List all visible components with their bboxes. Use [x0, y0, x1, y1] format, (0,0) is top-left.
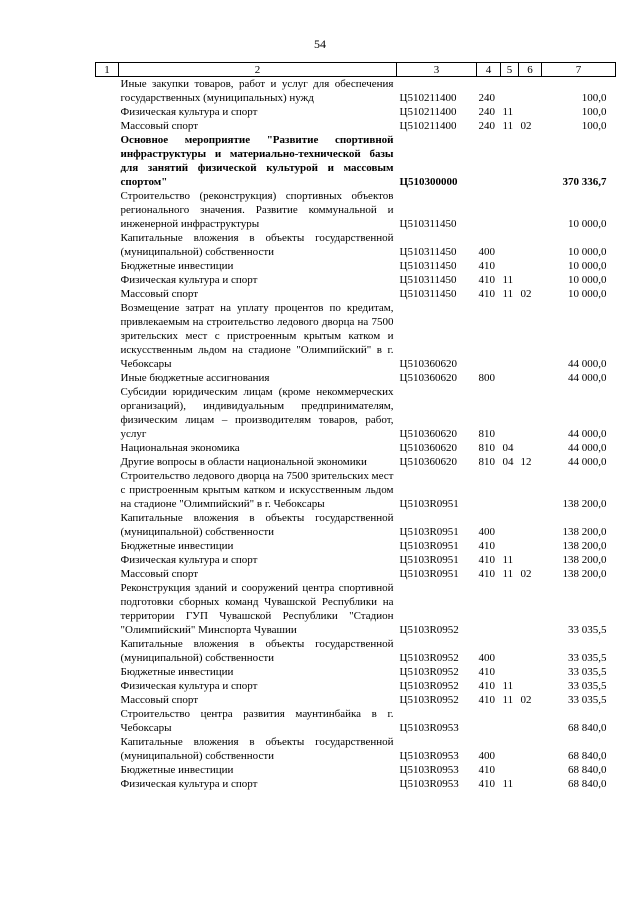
row-col6 [519, 105, 542, 119]
table-row [96, 287, 616, 301]
row-code: Ц510311450 [399, 274, 457, 286]
row-description: Массовый спорт [120, 288, 199, 300]
row-amount: 100,0 [581, 106, 607, 118]
row-amount: 33 035,5 [568, 666, 607, 678]
table-row [96, 511, 616, 539]
table-row [96, 77, 616, 106]
row-col4: 240 [478, 106, 495, 118]
row-col6 [519, 707, 542, 735]
row-description: Физическая культура и спорт [120, 106, 258, 118]
row-code: Ц5103R0951 [399, 498, 459, 510]
row-col5 [501, 371, 519, 385]
row-description: Реконструкция зданий и сооружений центра спортивной подготовки сборных команд Чувашской Республики на территории ГУП Чувашской Республики "Стадион "Олимпийский" Минспорта Чувашии [120, 582, 394, 636]
row-number-cell [96, 259, 119, 273]
row-number-cell [96, 455, 119, 469]
row-col4: 410 [478, 568, 495, 580]
row-amount: 10 000,0 [568, 246, 607, 258]
row-amount: 10 000,0 [568, 288, 607, 300]
row-number-cell [96, 777, 119, 791]
row-col4 [477, 189, 501, 231]
row-col6 [519, 777, 542, 791]
row-code: Ц510211400 [399, 92, 457, 104]
column-header: 3 [397, 63, 477, 77]
row-description: Массовый спорт [120, 694, 199, 706]
row-description: Бюджетные инвестиции [120, 764, 234, 776]
row-description: Физическая культура и спорт [120, 274, 258, 286]
row-description: Строительство центра развития маунтинбайка в г. Чебоксары [120, 708, 394, 734]
row-description: Массовый спорт [120, 120, 199, 132]
row-number-cell [96, 763, 119, 777]
row-col5 [501, 637, 519, 665]
row-col4: 410 [478, 260, 495, 272]
row-col5 [501, 511, 519, 539]
row-description: Массовый спорт [120, 568, 199, 580]
row-col6 [519, 511, 542, 539]
row-code: Ц510300000 [399, 176, 458, 188]
row-col4: 810 [478, 456, 495, 468]
row-col4 [477, 301, 501, 371]
row-col4: 400 [478, 526, 495, 538]
row-code: Ц510360620 [399, 428, 457, 440]
row-col4: 410 [478, 540, 495, 552]
row-code: Ц5103R0953 [399, 750, 459, 762]
row-col5 [501, 189, 519, 231]
row-col5: 11 [502, 288, 514, 300]
table-row [96, 777, 616, 791]
row-code: Ц510360620 [399, 358, 457, 370]
row-number-cell [96, 301, 119, 371]
row-col4: 240 [478, 92, 495, 104]
row-amount: 10 000,0 [568, 260, 607, 272]
row-code: Ц5103R0951 [399, 568, 459, 580]
row-number-cell [96, 231, 119, 259]
row-col4: 810 [478, 428, 495, 440]
row-number-cell [96, 385, 119, 441]
row-col6 [519, 679, 542, 693]
row-amount: 68 840,0 [568, 722, 607, 734]
row-number-cell [96, 665, 119, 679]
row-col6: 02 [520, 568, 532, 580]
row-description: Бюджетные инвестиции [120, 666, 234, 678]
table-row [96, 469, 616, 511]
row-col4 [477, 133, 501, 189]
column-header: 5 [501, 63, 519, 77]
row-amount: 100,0 [581, 120, 607, 132]
table-row [96, 679, 616, 693]
row-col5: 04 [502, 456, 514, 468]
row-col5 [501, 539, 519, 553]
row-col4: 410 [478, 288, 495, 300]
row-number-cell [96, 133, 119, 189]
row-amount: 370 336,7 [562, 176, 607, 188]
table-header-row [96, 63, 616, 77]
table-row [96, 301, 616, 371]
column-header: 2 [119, 63, 397, 77]
row-number-cell [96, 693, 119, 707]
row-description: Капитальные вложения в объекты государственной (муниципальной) собственности [120, 512, 394, 538]
row-col4 [477, 707, 501, 735]
table-row [96, 259, 616, 273]
row-amount: 138 200,0 [562, 498, 607, 510]
row-description: Физическая культура и спорт [120, 680, 258, 692]
row-amount: 33 035,5 [568, 680, 607, 692]
row-col6 [519, 259, 542, 273]
row-col6 [519, 553, 542, 567]
row-code: Ц5103R0952 [399, 694, 459, 706]
table-row [96, 707, 616, 735]
row-col4: 410 [478, 778, 495, 790]
table-row [96, 119, 616, 133]
row-col5 [501, 301, 519, 371]
row-col5: 11 [502, 694, 514, 706]
row-description: Бюджетные инвестиции [120, 260, 234, 272]
row-description: Основное мероприятие "Развитие спортивной инфраструктуры и материально-технической базы для занятий физической культурой и массовым спортом" [120, 134, 394, 188]
row-col4: 400 [478, 750, 495, 762]
row-code: Ц5103R0952 [399, 680, 459, 692]
row-amount: 138 200,0 [562, 526, 607, 538]
row-col5: 04 [502, 442, 514, 454]
row-col5 [501, 231, 519, 259]
row-amount: 10 000,0 [568, 218, 607, 230]
row-description: Национальная экономика [120, 442, 240, 454]
table-row [96, 441, 616, 455]
row-col6 [519, 301, 542, 371]
column-header: 7 [542, 63, 616, 77]
row-col6 [519, 189, 542, 231]
row-col6 [519, 581, 542, 637]
row-number-cell [96, 119, 119, 133]
row-col4: 800 [478, 372, 495, 384]
row-number-cell [96, 679, 119, 693]
row-description: Физическая культура и спорт [120, 554, 258, 566]
row-description: Субсидии юридическим лицам (кроме некоммерческих организаций), индивидуальным предпринимателям, физическим лицам – производителям товаров, работ, услуг [120, 386, 394, 440]
row-col4: 410 [478, 666, 495, 678]
column-header: 1 [96, 63, 119, 77]
row-number-cell [96, 567, 119, 581]
row-code: Ц5103R0953 [399, 722, 459, 734]
row-description: Строительство ледового дворца на 7500 зрительских мест с пристроенным крытым катком и искусственным льдом на стадионе "Олимпийский" в г. Чебоксары [120, 470, 394, 510]
row-number-cell [96, 539, 119, 553]
row-code: Ц510360620 [399, 372, 457, 384]
row-amount: 100,0 [581, 92, 607, 104]
row-col6: 02 [520, 694, 532, 706]
row-col6 [519, 665, 542, 679]
row-col4: 410 [478, 554, 495, 566]
row-code: Ц510311450 [399, 260, 457, 272]
table-row [96, 371, 616, 385]
row-col5: 11 [502, 274, 514, 286]
row-amount: 33 035,5 [568, 694, 607, 706]
row-col6: 02 [520, 288, 532, 300]
row-col4: 400 [478, 246, 495, 258]
row-description: Бюджетные инвестиции [120, 540, 234, 552]
row-col5 [501, 133, 519, 189]
row-code: Ц510311450 [399, 246, 457, 258]
table-row [96, 735, 616, 763]
row-amount: 138 200,0 [562, 554, 607, 566]
row-amount: 10 000,0 [568, 274, 607, 286]
row-col5 [501, 469, 519, 511]
column-header: 4 [477, 63, 501, 77]
row-amount: 44 000,0 [568, 372, 607, 384]
row-code: Ц5103R0951 [399, 540, 459, 552]
row-col4: 410 [478, 764, 495, 776]
row-amount: 44 000,0 [568, 358, 607, 370]
row-col5 [501, 581, 519, 637]
column-header: 6 [519, 63, 542, 77]
row-amount: 33 035,5 [568, 652, 607, 664]
row-col4: 410 [478, 680, 495, 692]
row-amount: 44 000,0 [568, 442, 607, 454]
row-col4: 810 [478, 442, 495, 454]
row-description: Строительство (реконструкция) спортивных объектов регионального значения. Развитие коммунальной и инженерной инфраструктуры [120, 190, 394, 230]
table-body [96, 77, 616, 792]
row-amount: 68 840,0 [568, 778, 607, 790]
row-number-cell [96, 581, 119, 637]
table-row [96, 455, 616, 469]
budget-table [95, 62, 616, 791]
row-description: Другие вопросы в области национальной экономики [120, 456, 367, 468]
row-code: Ц5103R0952 [399, 652, 459, 664]
row-col6 [519, 385, 542, 441]
table-row [96, 189, 616, 231]
row-code: Ц510360620 [399, 442, 457, 454]
row-code: Ц5103R0951 [399, 554, 459, 566]
row-col6 [519, 441, 542, 455]
row-col4 [477, 469, 501, 511]
row-code: Ц510211400 [399, 120, 457, 132]
table-row [96, 567, 616, 581]
row-col6 [519, 231, 542, 259]
row-amount: 138 200,0 [562, 540, 607, 552]
table-row [96, 231, 616, 259]
row-number-cell [96, 189, 119, 231]
row-code: Ц5103R0953 [399, 764, 459, 776]
row-code: Ц5103R0952 [399, 666, 459, 678]
row-col5 [501, 77, 519, 106]
row-col6 [519, 273, 542, 287]
row-code: Ц5103R0952 [399, 624, 459, 636]
row-code: Ц510311450 [399, 218, 457, 230]
row-number-cell [96, 469, 119, 511]
table-row [96, 553, 616, 567]
row-number-cell [96, 273, 119, 287]
row-col5: 11 [502, 778, 514, 790]
row-description: Иные бюджетные ассигнования [120, 372, 270, 384]
row-col4: 410 [478, 274, 495, 286]
row-number-cell [96, 441, 119, 455]
row-amount: 44 000,0 [568, 428, 607, 440]
row-col5: 11 [502, 120, 514, 132]
row-col5 [501, 763, 519, 777]
row-number-cell [96, 371, 119, 385]
table-row [96, 693, 616, 707]
row-number-cell [96, 707, 119, 735]
row-col6 [519, 77, 542, 106]
row-number-cell [96, 287, 119, 301]
table-row [96, 763, 616, 777]
row-col5 [501, 259, 519, 273]
row-number-cell [96, 77, 119, 106]
row-col5: 11 [502, 554, 514, 566]
table-row [96, 581, 616, 637]
row-col5: 11 [502, 106, 514, 118]
row-code: Ц510311450 [399, 288, 457, 300]
row-code: Ц5103R0953 [399, 778, 459, 790]
row-col4 [477, 581, 501, 637]
page-number: 54 [314, 37, 326, 51]
row-col5 [501, 707, 519, 735]
row-col5 [501, 665, 519, 679]
row-amount: 138 200,0 [562, 568, 607, 580]
row-number-cell [96, 735, 119, 763]
row-col6 [519, 763, 542, 777]
row-description: Физическая культура и спорт [120, 778, 258, 790]
table-row [96, 133, 616, 189]
row-amount: 68 840,0 [568, 750, 607, 762]
row-description: Иные закупки товаров, работ и услуг для обеспечения государственных (муниципальных) нужд [120, 78, 394, 104]
row-col6 [519, 371, 542, 385]
row-col5: 11 [502, 568, 514, 580]
table-row [96, 105, 616, 119]
row-number-cell [96, 511, 119, 539]
row-code: Ц510211400 [399, 106, 457, 118]
row-col6 [519, 133, 542, 189]
table-row [96, 665, 616, 679]
row-code: Ц510360620 [399, 456, 457, 468]
row-description: Капитальные вложения в объекты государственной (муниципальной) собственности [120, 736, 394, 762]
row-description: Капитальные вложения в объекты государственной (муниципальной) собственности [120, 232, 394, 258]
row-col6 [519, 539, 542, 553]
row-amount: 44 000,0 [568, 456, 607, 468]
row-col6: 12 [520, 456, 532, 468]
row-description: Возмещение затрат на уплату процентов по кредитам, привлекаемым на строительство ледового дворца на 7500 зрительских мест с пристроенным крытым катком и искусственным льдом на стадионе "Олимпийский" в г. Чебоксары [120, 302, 394, 370]
row-col5: 11 [502, 680, 514, 692]
row-col6: 02 [520, 120, 532, 132]
row-col6 [519, 735, 542, 763]
row-number-cell [96, 105, 119, 119]
row-col4: 240 [478, 120, 495, 132]
table-row [96, 273, 616, 287]
row-code: Ц5103R0951 [399, 526, 459, 538]
row-number-cell [96, 553, 119, 567]
row-col4: 410 [478, 694, 495, 706]
row-col6 [519, 637, 542, 665]
table-row [96, 539, 616, 553]
row-col5 [501, 735, 519, 763]
row-amount: 33 035,5 [568, 624, 607, 636]
row-col6 [519, 469, 542, 511]
row-amount: 68 840,0 [568, 764, 607, 776]
table-row [96, 385, 616, 441]
row-col5 [501, 385, 519, 441]
table-row [96, 637, 616, 665]
row-col4: 400 [478, 652, 495, 664]
row-description: Капитальные вложения в объекты государственной (муниципальной) собственности [120, 638, 394, 664]
row-number-cell [96, 637, 119, 665]
